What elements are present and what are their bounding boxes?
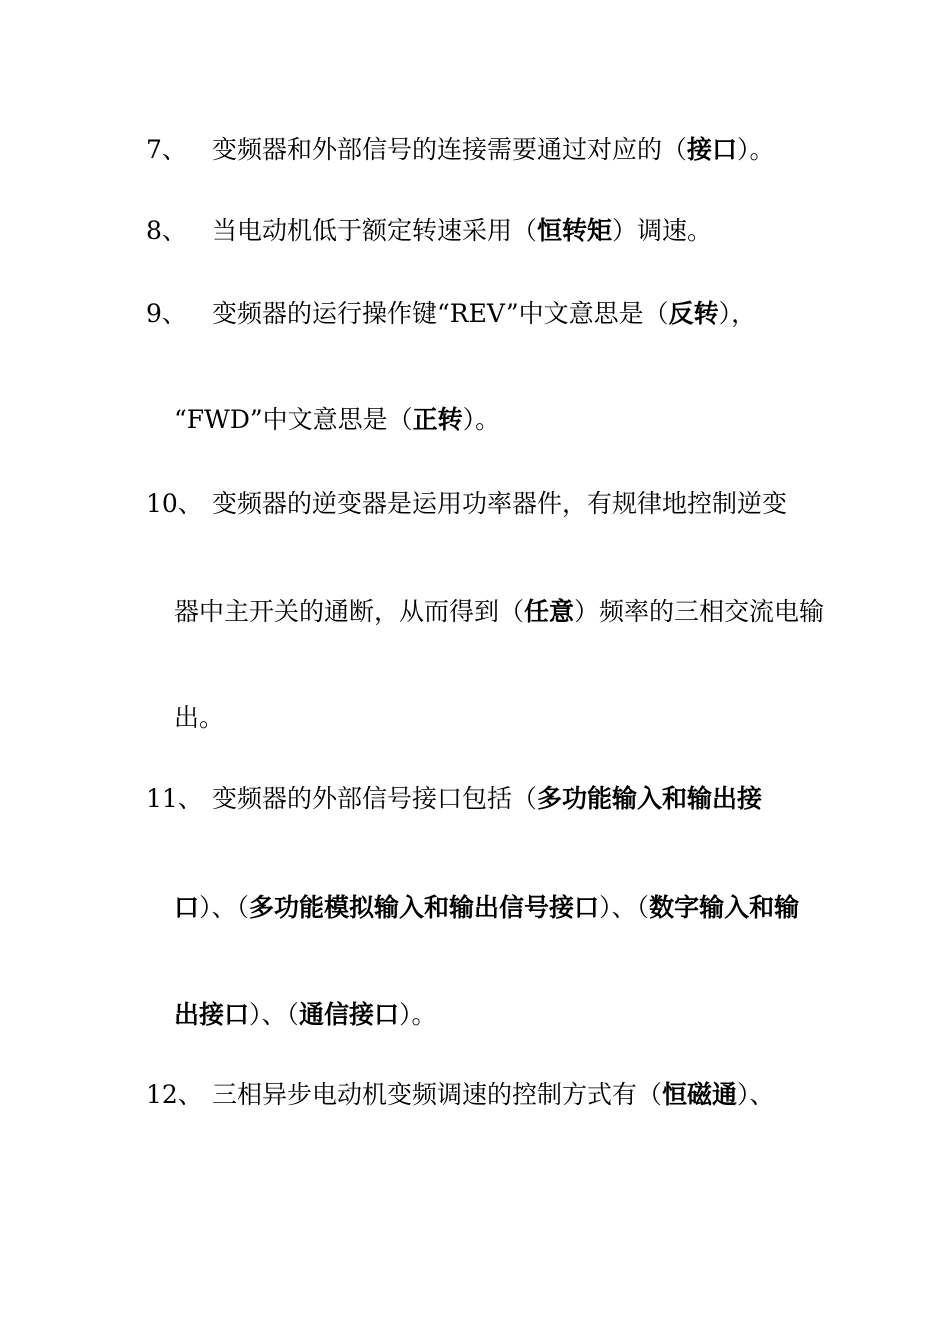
item-number: 7、: [146, 135, 187, 164]
item-number: 9、: [146, 299, 187, 328]
item-text: 当电动机低于额定转速采用（恒转矩）调速。: [212, 216, 713, 245]
item-text-continued: 器中主开关的通断，从而得到（任意）频率的三相交流电输: [174, 597, 825, 626]
item-text: 变频器的运行操作键“REV”中文意思是（反转），: [212, 299, 757, 328]
item-text: 变频器的外部信号接口包括（多功能输入和输出接: [212, 784, 763, 813]
item-11-line-1: [0, 784, 950, 814]
item-number: 10、: [146, 489, 203, 518]
item-10-line-3: [0, 703, 950, 733]
item-8-line-1: [0, 216, 950, 246]
item-number: 12、: [146, 1080, 203, 1109]
item-7-line-1: [0, 135, 950, 165]
item-9-line-1: [0, 299, 950, 329]
item-text: 变频器和外部信号的连接需要通过对应的（接口）。: [212, 135, 775, 164]
item-text-continued: 出接口）、（通信接口）。: [174, 1000, 437, 1029]
item-12-line-1: [0, 1080, 950, 1110]
item-text: 三相异步电动机变频调速的控制方式有（恒磁通）、: [212, 1080, 775, 1109]
item-11-line-3: [0, 1000, 950, 1030]
item-11-line-2: [0, 893, 950, 923]
item-10-line-2: [0, 597, 950, 627]
item-9-line-2: [0, 405, 950, 435]
item-text-continued: 口）、（多功能模拟输入和输出信号接口）、（数字输入和输: [174, 893, 800, 922]
item-text: 变频器的逆变器是运用功率器件，有规律地控制逆变: [212, 489, 788, 518]
item-number: 8、: [146, 216, 187, 245]
item-number: 11、: [146, 784, 203, 813]
item-10-line-1: [0, 489, 950, 519]
item-text-continued: 出。: [174, 703, 225, 732]
item-text-continued: “FWD”中文意思是（正转）。: [174, 405, 501, 434]
